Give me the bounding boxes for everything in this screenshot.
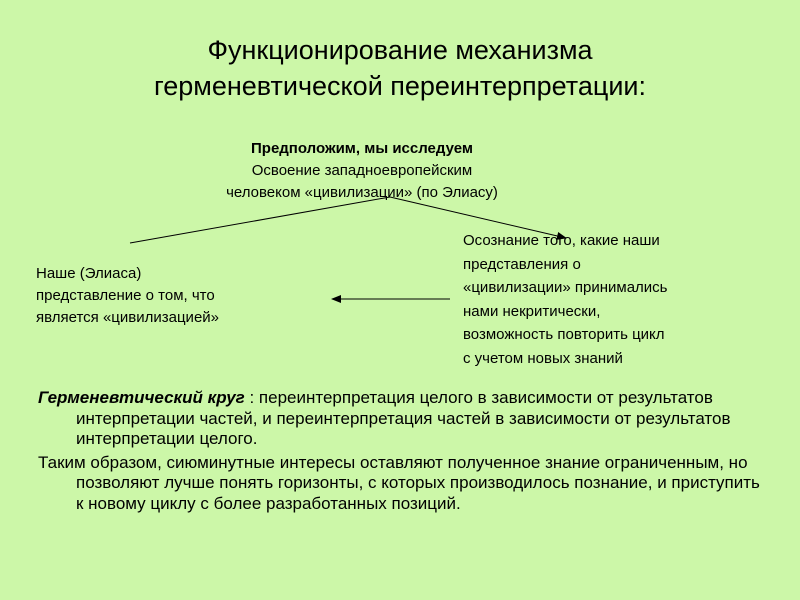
premise-line-3: человеком «цивилизации» (по Элиасу): [226, 184, 498, 201]
right-box-line: возможность повторить цикл: [463, 326, 665, 343]
right-box-line: Осознание того, какие наши: [463, 232, 660, 249]
right-box-line: с учетом новых знаний: [463, 349, 623, 367]
title-line-1: Функционирование механизма: [207, 35, 593, 65]
hermeneutic-circle-definition: : переинтерпретация целого в зависимости от результатов интерпретации частей, и переинтерпретация частей в зависимости от результатов интерпретации целого.: [76, 388, 731, 448]
left-box-line: представление о том, что: [36, 287, 215, 304]
right-box-line: представления о: [463, 255, 581, 273]
right-box-line: нами некритически,: [463, 302, 601, 320]
premise-lead: Предположим, мы исследуем: [251, 140, 473, 157]
premise-line-2: Освоение западноевропейским: [251, 162, 473, 179]
connector-left-line: [130, 197, 390, 243]
title-line-2: герменевтической переинтерпретации:: [153, 71, 646, 101]
body-paragraphs: [38, 388, 768, 517]
right-box-line: «цивилизации» принимались: [463, 279, 668, 296]
current-understanding-box: [36, 263, 306, 329]
left-box-line: является «цивилизацией»: [36, 309, 220, 326]
conclusion-paragraph: [38, 453, 768, 515]
hermeneutic-circle-term: Герменевтический круг: [38, 388, 245, 407]
reflection-box: [463, 229, 763, 370]
hermeneutic-circle-paragraph: [38, 388, 768, 450]
left-box-line: Наше (Элиаса): [36, 265, 142, 282]
conclusion-text: Таким образом, сиюминутные интересы оставляют полученное знание ограниченным, но позволяют лучше понять горизонты, с которых производилось познание, и приступить к новому циклу с более разработанных позиций.: [38, 452, 760, 513]
